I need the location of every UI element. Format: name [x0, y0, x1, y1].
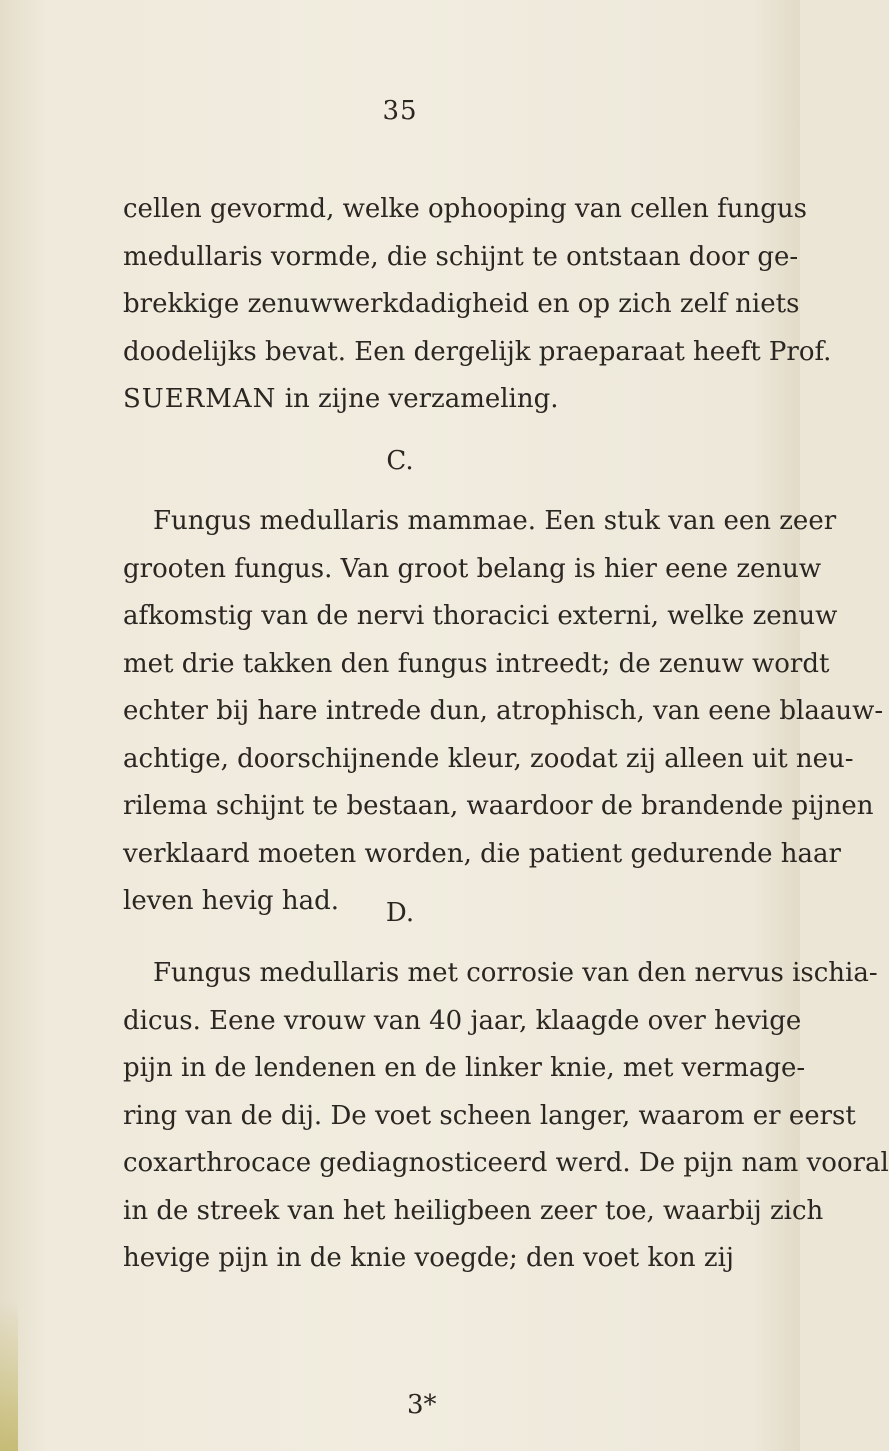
text-line: medullaris vormde, die schijnt te ontstaan door ge-: [123, 241, 799, 272]
text-line: leven hevig had.: [123, 886, 339, 916]
page-number: 35: [382, 96, 418, 126]
text-line: met drie takken den fungus intreedt; de zenuw wordt: [123, 648, 830, 679]
text-line: afkomstig van de nervi thoracici externi, welke zenuw: [123, 601, 838, 631]
text-line: hevige pijn in de knie voegde; den voet kon zij: [123, 1243, 734, 1273]
text-line: grooten fungus. Van groot belang is hier eene zenuw: [123, 553, 822, 584]
author-name: SUERMAN: [123, 384, 277, 414]
section-heading-d: D.: [385, 898, 415, 928]
text-line: verklaard moeten worden, die patient gedurende haar: [123, 838, 841, 869]
paragraph-intro: [123, 186, 832, 424]
text-fragment: in zijne verzameling.: [276, 384, 559, 414]
text-line: doodelijks bevat. Een dergelijk praeparaat heeft Prof.: [123, 336, 832, 367]
text-line: Fungus medullaris met corrosie van den nervus ischia-: [153, 958, 878, 988]
text-line: ring van de dij. De voet scheen langer, waarom er eerst: [123, 1100, 856, 1131]
text-line: rilema schijnt te bestaan, waardoor de brandende pijnen: [123, 791, 874, 821]
text-line: brekkige zenuwwerkdadigheid en op zich zelf niets: [123, 289, 800, 319]
text-line: in de streek van het heiligbeen zeer toe, waarbij zich: [123, 1195, 824, 1226]
text-line: Fungus medullaris mammae. Een stuk van een zeer: [153, 506, 837, 536]
paragraph-section-c: [123, 498, 884, 926]
text-line: cellen gevormd, welke ophooping van cellen fungus: [123, 194, 807, 224]
text-line: achtige, doorschijnende kleur, zoodat zij alleen uit neu-: [123, 743, 854, 774]
section-heading-c: C.: [386, 446, 414, 476]
printer-signature-mark: 3*: [407, 1390, 437, 1420]
text-line: pijn in de lendenen en de linker knie, met vermage-: [123, 1053, 806, 1083]
paragraph-section-d: [123, 950, 889, 1283]
text-line: [123, 376, 733, 424]
text-line: dicus. Eene vrouw van 40 jaar, klaagde over hevige: [123, 1005, 802, 1036]
text-line: echter bij hare intrede dun, atrophisch, van eene blaauw-: [123, 696, 884, 726]
text-line: coxarthrocace gediagnosticeerd werd. De pijn nam vooral: [123, 1148, 889, 1178]
page-edge-stain: [0, 1300, 18, 1451]
